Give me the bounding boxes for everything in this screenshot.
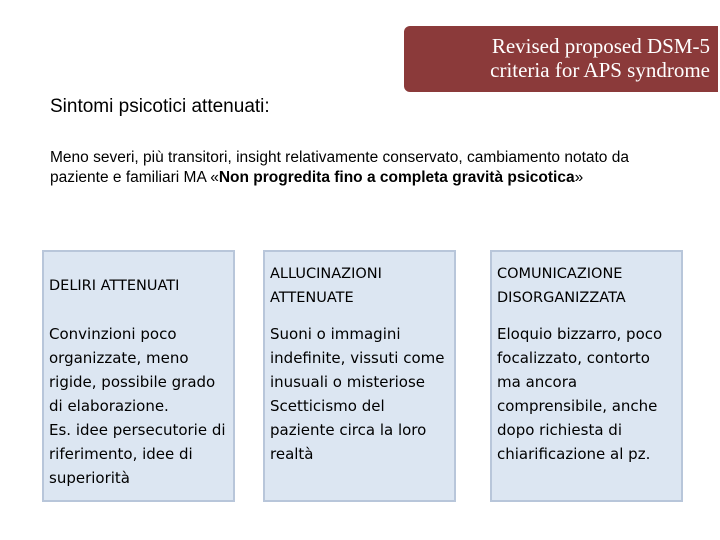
column-heading-text: DELIRI ATTENUATI (49, 278, 180, 294)
slide-title-line-2: criteria for APS syndrome (490, 58, 710, 82)
intro-end: » (574, 169, 584, 186)
intro-paragraph (50, 148, 690, 188)
intro-bold-text: Non progredita fino a completa gravità psicotica (218, 169, 575, 186)
criteria-column-allucinazioni (263, 250, 456, 502)
column-heading-text: ALLUCINAZIONI ATTENUATE (270, 266, 382, 306)
column-heading (497, 262, 677, 310)
slide-title-line-1: Revised proposed DSM-5 (491, 34, 710, 58)
criteria-column-deliri (42, 250, 235, 502)
column-heading (49, 262, 229, 310)
column-body: Suoni o immagini indefinite, vissuti come inusuali o misteriose Scetticismo del paziente circa la loro realtà (270, 325, 445, 463)
section-subtitle: Sintomi psicotici attenuati: (50, 96, 270, 117)
column-heading (270, 262, 450, 310)
column-heading-text: COMUNICAZIONE DISORGANIZZATA (497, 266, 626, 306)
intro-text: Meno severi, più transitori, insight relativamente conservato, cambiamento notato da paziente e familiari MA « (50, 149, 629, 186)
criteria-column-comunicazione (490, 250, 683, 502)
column-body: Convinzioni poco organizzate, meno rigide, possibile grado di elaborazione. Es. idee persecutorie di riferimento, idee di superiorità (49, 325, 226, 487)
column-body: Eloquio bizzarro, poco focalizzato, contorto ma ancora comprensibile, anche dopo richiesta di chiarificazione al pz. (497, 325, 663, 463)
slide-title-box (404, 26, 718, 92)
